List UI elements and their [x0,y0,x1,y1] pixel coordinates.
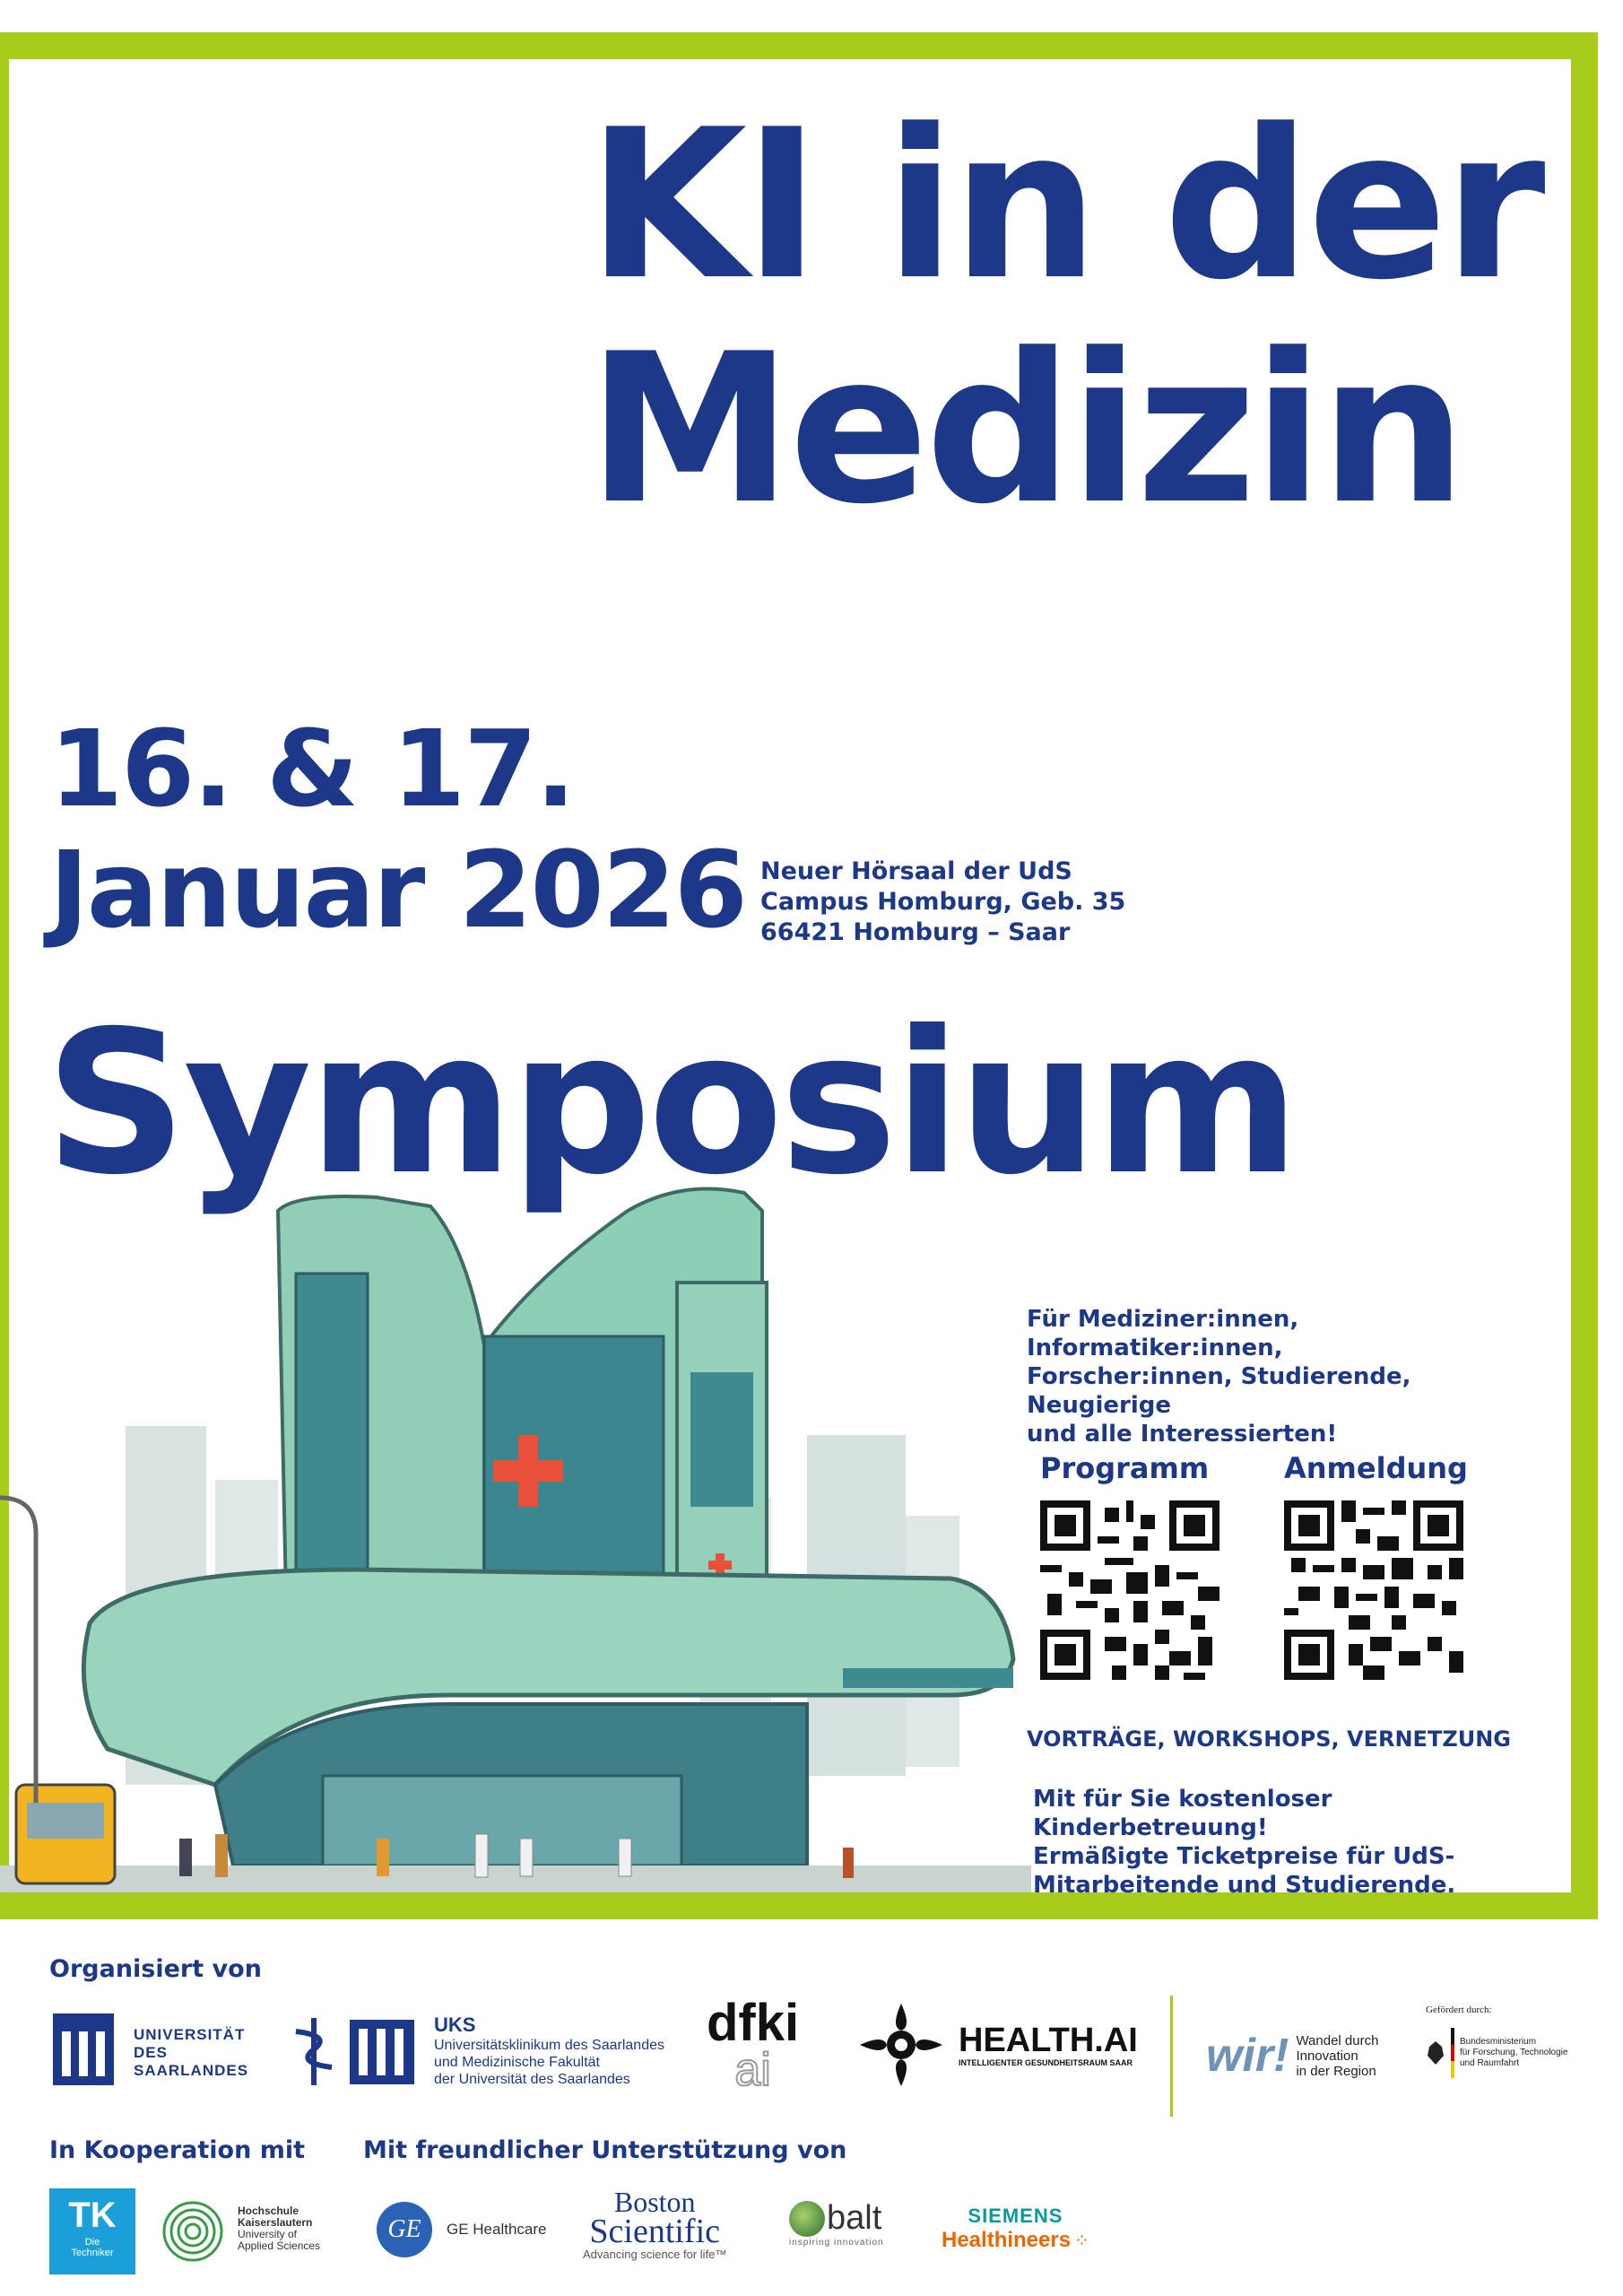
uds-logo[interactable] [49,2013,248,2092]
federal-flag-stripe [1451,2028,1454,2078]
health-ai-logo[interactable] [856,2000,1138,2090]
dfki-logo[interactable] [707,1994,800,2096]
extras-line-2: Ermäßigte Ticketpreise für UdS- [1033,1843,1455,1870]
wir-logo[interactable] [1206,2029,1378,2083]
bmftr-logo[interactable] [1426,2005,1567,2078]
balt-tagline: inspiring innovation [789,2238,884,2248]
siemens-line-2: Healthineers [942,2228,1072,2252]
funded-line-1: Bundesministerium [1460,2037,1537,2047]
extras-info [1033,1785,1499,1900]
venue-address [760,857,1125,948]
dfki-wordmark: dfki [707,1994,800,2052]
boston-scientific-logo[interactable] [583,2188,726,2261]
extras-line-1: Mit für Sie kostenloser Kinderbetreuung! [1033,1786,1332,1841]
ge-healthcare-logo[interactable] [377,2202,547,2257]
funded-by-label: Gefördert durch: [1426,2005,1492,2015]
registration-qr-label: Anmeldung [1284,1451,1468,1485]
logo-divider [1170,1996,1173,2117]
dots-icon: ⁘ [1074,2230,1089,2251]
venue-line-2: Campus Homburg, Geb. 35 [760,888,1126,916]
boston-line-2: Scientific [589,2213,721,2250]
program-qr-code[interactable] [1040,1500,1219,1680]
target-audience [1027,1305,1493,1448]
wir-line-1: Wandel durch [1296,2032,1379,2048]
event-date [49,709,746,951]
organizers-label: Organisiert von [49,1955,262,1983]
page-title [587,86,1542,550]
tk-mark: TK [68,2196,117,2235]
hskl-fingerprint-icon [157,2188,229,2269]
tk-line-1: Die [84,2237,100,2248]
audience-line-1: Für Mediziner:innen, Informatiker:innen, [1027,1306,1299,1361]
wir-line-2: Innovation [1296,2048,1358,2064]
registration-qr-code[interactable] [1284,1500,1463,1680]
ge-monogram: GE [377,2202,432,2257]
siemens-healthineers-logo[interactable] [942,2205,1089,2253]
health-ai-name: HEALTH.AI [959,2022,1138,2059]
tk-logo[interactable] [49,2188,135,2274]
ge-name: GE Healthcare [447,2221,547,2238]
balt-globe-icon [789,2201,825,2237]
uds-seal-icon [49,2013,117,2092]
hskl-line-3: University of [238,2228,298,2240]
wir-mark: wir! [1206,2030,1289,2082]
title-line-2: Medizin [587,310,1463,550]
federal-eagle-icon [1426,2039,1445,2066]
support-label: Mit freundlicher Unterstützung von [363,2136,847,2164]
audience-line-2: Forscher:innen, Studierende, Neugierige [1027,1363,1411,1419]
tk-line-2: Techniker [71,2248,114,2258]
siemens-line-1: SIEMENS [968,2205,1063,2227]
uks-line-3: der Universität des Saarlandes [434,2071,630,2087]
extras-line-3: Mitarbeitende und Studierende. [1033,1872,1456,1899]
hskl-line-1: Hochschule [238,2205,299,2217]
dfki-ai-mark: ai [734,2044,771,2096]
uks-abbr: UKS [434,2013,476,2036]
balt-name: balt [827,2199,882,2237]
date-line-1: 16. & 17. [49,707,575,831]
health-ai-cross-icon [856,2000,946,2090]
offerings-line: VORTRÄGE, WORKSHOPS, VERNETZUNG [1027,1726,1511,1752]
venue-line-1: Neuer Hörsaal der UdS [760,857,1072,885]
venue-line-3: 66421 Homburg – Saar [760,918,1071,946]
hospital-illustration [0,1157,1031,1928]
boston-line-1: Boston [613,2186,696,2218]
uks-line-1: Universitätsklinikum des Saarlandes [434,2037,664,2053]
hskl-line-2: Kaiserslautern [238,2216,313,2229]
program-qr-label: Programm [1040,1451,1210,1485]
uds-line-1: UNIVERSITÄT [134,2026,246,2043]
uks-line-2: und Medizinische Fakultät [434,2054,600,2070]
cooperation-label: In Kooperation mit [49,2136,306,2164]
audience-line-3: und alle Interessierten! [1027,1421,1338,1448]
boston-tagline: Advancing science for life™ [583,2248,727,2261]
uks-caduceus-seal-icon [287,2009,421,2092]
uds-line-2: DES [134,2044,168,2061]
uks-logo[interactable] [287,2009,664,2092]
title-line-1: KI in der [587,86,1542,326]
uds-line-3: SAARLANDES [134,2062,249,2079]
wir-line-3: in der Region [1296,2063,1376,2079]
balt-logo[interactable] [789,2199,884,2248]
health-ai-tagline: INTELLIGENTER GESUNDHEITSRAUM SAAR [959,2058,1133,2067]
funded-line-2: für Forschung, Technologie [1460,2048,1568,2057]
hskl-line-4: Applied Sciences [238,2239,321,2252]
event-type-heading: Symposium [45,988,1297,1218]
funded-line-3: und Raumfahrt [1460,2058,1520,2068]
date-line-2: Januar 2026 [49,828,746,952]
hskl-logo[interactable] [157,2188,320,2269]
